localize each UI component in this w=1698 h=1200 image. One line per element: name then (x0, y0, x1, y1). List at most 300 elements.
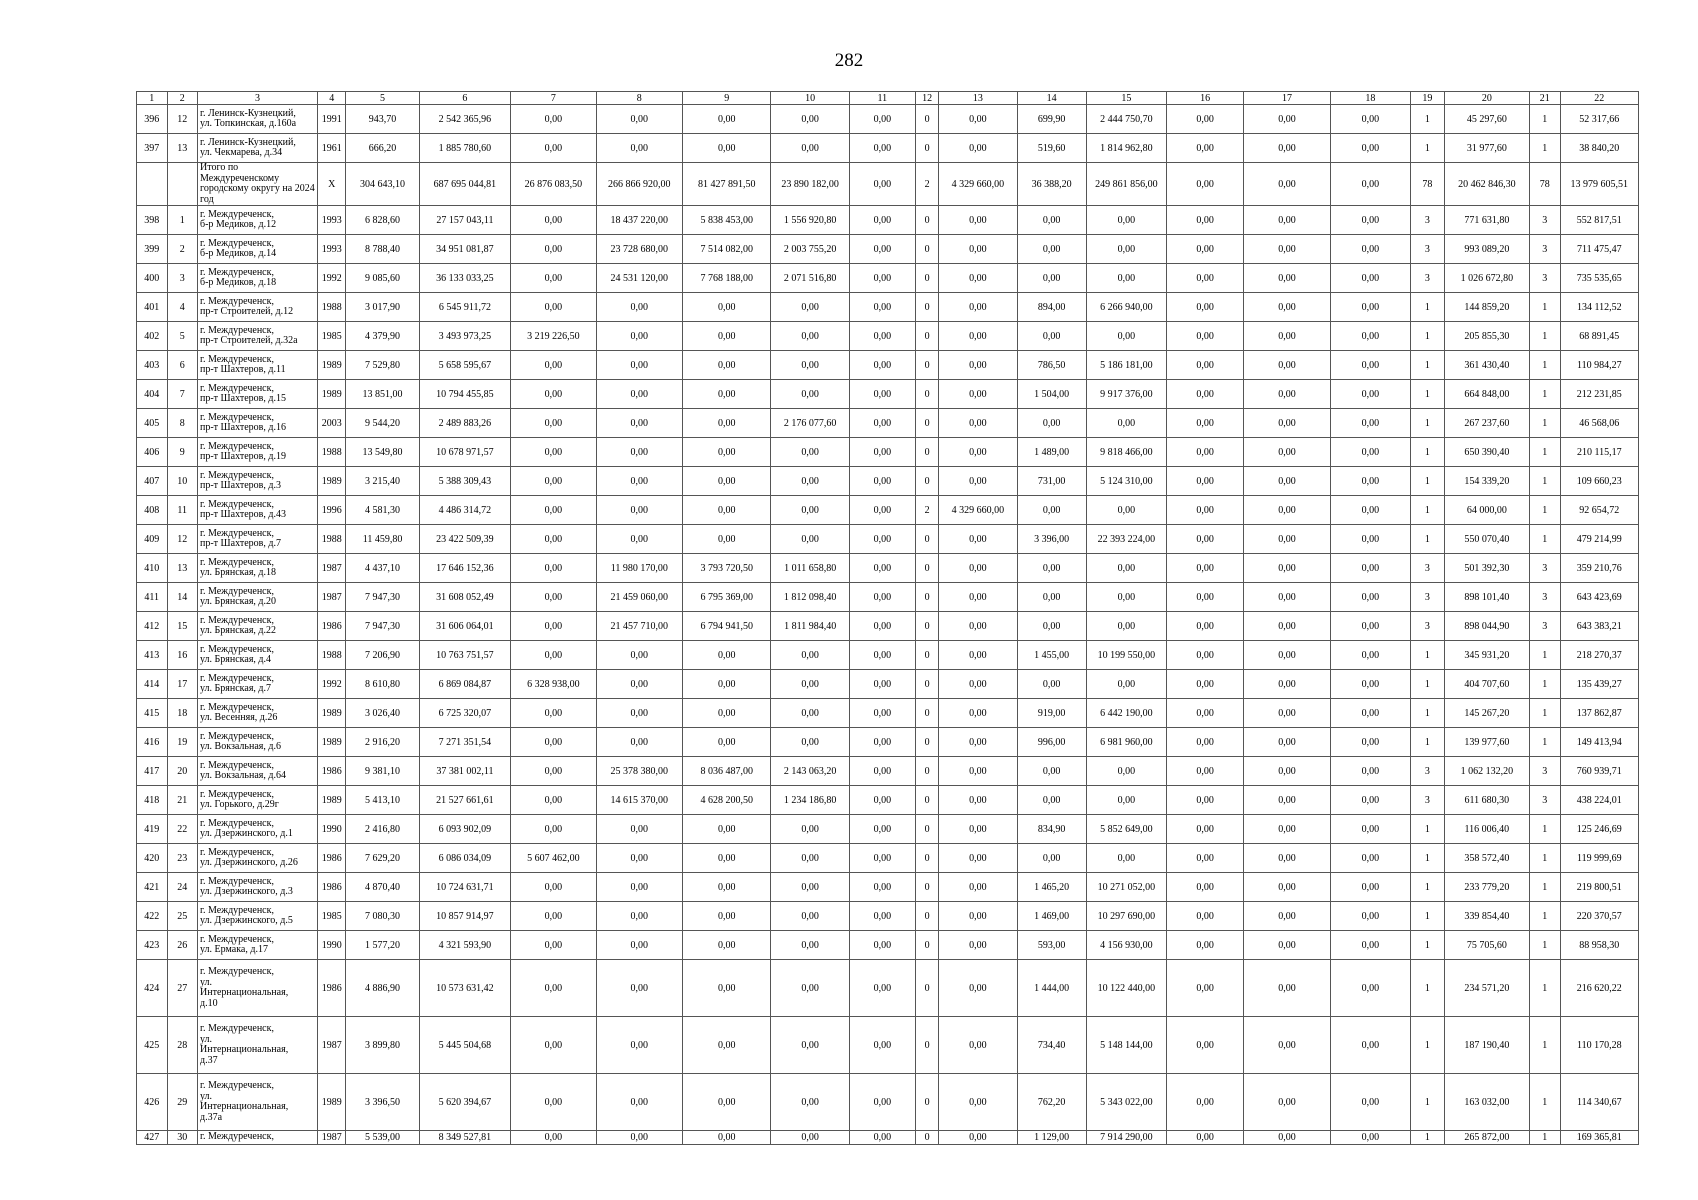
value-cell: 4 886,90 (346, 960, 419, 1017)
address-cell (198, 409, 318, 438)
value-cell: 898 101,40 (1444, 583, 1529, 612)
value-cell: 1 (1530, 1017, 1561, 1074)
value-cell: 0,00 (849, 786, 915, 815)
value-cell: 0,00 (1244, 844, 1330, 873)
value-cell: 0,00 (849, 351, 915, 380)
value-cell: 0,00 (1330, 134, 1410, 163)
value-cell: 6 545 911,72 (419, 293, 511, 322)
value-cell: 75 705,60 (1444, 931, 1529, 960)
value-cell: 21 527 661,61 (419, 786, 511, 815)
value-cell: 4 628 200,50 (683, 786, 771, 815)
value-cell: 519,60 (1017, 134, 1086, 163)
table-row (137, 134, 1639, 163)
value-cell: 0,00 (1330, 380, 1410, 409)
value-cell: 1 (1530, 873, 1561, 902)
address-line: г. Междуреченск, (200, 382, 274, 394)
address-cell (198, 163, 318, 206)
address-line: г. Междуреченск, (200, 556, 274, 568)
value-cell: 9 381,10 (346, 757, 419, 786)
value-cell: 0,00 (849, 105, 915, 134)
value-cell: 0,00 (1330, 554, 1410, 583)
value-cell: 2 071 516,80 (771, 264, 849, 293)
value-cell: 339 854,40 (1444, 902, 1529, 931)
value-cell: 0,00 (849, 264, 915, 293)
value-cell: 234 571,20 (1444, 960, 1529, 1017)
value-cell: 216 620,22 (1560, 960, 1638, 1017)
value-cell: 0,00 (849, 1017, 915, 1074)
address-cell (198, 728, 318, 757)
value-cell: 0 (915, 931, 938, 960)
address-line: городскому округу на 2024 (200, 183, 315, 194)
value-cell: 0,00 (939, 902, 1017, 931)
address-line: ул. Весенняя, д.26 (200, 712, 278, 723)
value-cell: 0,00 (1244, 931, 1330, 960)
value-cell: 1 811 984,40 (771, 612, 849, 641)
value-cell: 0,00 (939, 815, 1017, 844)
year-cell: 1985 (317, 322, 345, 351)
value-cell: 0,00 (1244, 902, 1330, 931)
value-cell: 501 392,30 (1444, 554, 1529, 583)
year-cell: 1989 (317, 1074, 345, 1131)
value-cell: 0,00 (511, 351, 596, 380)
value-cell: 0,00 (939, 235, 1017, 264)
value-cell: 1 (1530, 380, 1561, 409)
value-cell: 0,00 (511, 612, 596, 641)
value-cell: 0,00 (683, 815, 771, 844)
column-header: 13 (939, 92, 1017, 105)
row-number-cell: 396 (137, 105, 168, 134)
row-number-cell: 410 (137, 554, 168, 583)
value-cell: 1 (1411, 496, 1445, 525)
value-cell: 0,00 (511, 438, 596, 467)
value-cell: 894,00 (1017, 293, 1086, 322)
value-cell: 0,00 (1330, 105, 1410, 134)
year-cell: 1988 (317, 438, 345, 467)
address-line: ул. Вокзальная, д.64 (200, 770, 286, 781)
address-line: г. Междуреченск, (200, 904, 274, 916)
table-row (137, 554, 1639, 583)
value-cell: 0,00 (1244, 264, 1330, 293)
value-cell: 0,00 (1330, 873, 1410, 902)
value-cell: 1 (1411, 322, 1445, 351)
value-cell: 7 629,20 (346, 844, 419, 873)
value-cell: 3 (1530, 264, 1561, 293)
row-number-cell: 416 (137, 728, 168, 757)
value-cell: 1 556 920,80 (771, 206, 849, 235)
value-cell: 0 (915, 206, 938, 235)
value-cell: 7 080,30 (346, 902, 419, 931)
value-cell: 10 724 631,71 (419, 873, 511, 902)
table-row (137, 931, 1639, 960)
address-cell (198, 583, 318, 612)
value-cell: 0,00 (1167, 134, 1244, 163)
value-cell: 0 (915, 351, 938, 380)
value-cell: 687 695 044,81 (419, 163, 511, 206)
value-cell: 1 (1411, 931, 1445, 960)
value-cell: 0,00 (1330, 206, 1410, 235)
value-cell: 92 654,72 (1560, 496, 1638, 525)
value-cell: 0,00 (1167, 931, 1244, 960)
value-cell: 0,00 (1244, 134, 1330, 163)
value-cell: 0,00 (939, 1131, 1017, 1145)
value-cell: 3 (1411, 757, 1445, 786)
value-cell: 0,00 (683, 293, 771, 322)
address-cell (198, 380, 318, 409)
value-cell: 7 768 188,00 (683, 264, 771, 293)
value-cell: 0 (915, 641, 938, 670)
value-cell: 0,00 (939, 322, 1017, 351)
row-number-cell: 423 (137, 931, 168, 960)
value-cell: 6 093 902,09 (419, 815, 511, 844)
value-cell: 0,00 (511, 206, 596, 235)
value-cell: 9 818 466,00 (1086, 438, 1166, 467)
row-number-cell: 398 (137, 206, 168, 235)
value-cell: 0,00 (939, 583, 1017, 612)
value-cell: 0,00 (939, 134, 1017, 163)
value-cell: 0,00 (939, 467, 1017, 496)
address-line: ул. Горького, д.29г (200, 799, 279, 810)
value-cell: 0,00 (511, 641, 596, 670)
value-cell: 734,40 (1017, 1017, 1086, 1074)
value-cell: 0,00 (1244, 612, 1330, 641)
value-cell: 760 939,71 (1560, 757, 1638, 786)
value-cell: 114 340,67 (1560, 1074, 1638, 1131)
year-cell: 1961 (317, 134, 345, 163)
value-cell: 0,00 (1244, 757, 1330, 786)
value-cell: 0,00 (1167, 525, 1244, 554)
address-cell (198, 1017, 318, 1074)
row-number-cell: 417 (137, 757, 168, 786)
value-cell: 0,00 (683, 641, 771, 670)
address-cell (198, 815, 318, 844)
value-cell: 3 396,50 (346, 1074, 419, 1131)
column-header: 15 (1086, 92, 1166, 105)
value-cell: 919,00 (1017, 699, 1086, 728)
address-line: г. Междуреченск, (200, 643, 274, 655)
value-cell: 13 549,80 (346, 438, 419, 467)
column-header: 20 (1444, 92, 1529, 105)
address-line: г. Междуреченск, (200, 440, 274, 452)
value-cell: 0,00 (1244, 206, 1330, 235)
address-line: пр-т Строителей, д.12 (200, 306, 294, 317)
year-cell: 1989 (317, 380, 345, 409)
value-cell: 0 (915, 612, 938, 641)
value-cell: 0,00 (1167, 670, 1244, 699)
column-header: 19 (1411, 92, 1445, 105)
table-row (137, 670, 1639, 699)
value-cell: 1 (1530, 496, 1561, 525)
value-cell: 0,00 (939, 931, 1017, 960)
value-cell: 1 444,00 (1017, 960, 1086, 1017)
value-cell: 0,00 (849, 757, 915, 786)
value-cell: 5 445 504,68 (419, 1017, 511, 1074)
value-cell: 20 462 846,30 (1444, 163, 1529, 206)
value-cell: 438 224,01 (1560, 786, 1638, 815)
column-header: 3 (198, 92, 318, 105)
value-cell: 37 381 002,11 (419, 757, 511, 786)
value-cell: 2 542 365,96 (419, 105, 511, 134)
column-header: 18 (1330, 92, 1410, 105)
value-cell: 1 129,00 (1017, 1131, 1086, 1145)
table-body (137, 105, 1639, 1145)
value-cell: 0 (915, 583, 938, 612)
value-cell: 0,00 (1167, 757, 1244, 786)
value-cell: 771 631,80 (1444, 206, 1529, 235)
value-cell: 1 (1530, 670, 1561, 699)
address-cell (198, 206, 318, 235)
value-cell: 0,00 (849, 1131, 915, 1145)
value-cell: 0,00 (1330, 786, 1410, 815)
address-line: Интернациональная, (200, 1101, 289, 1112)
value-cell: 0,00 (849, 728, 915, 757)
value-cell: 0,00 (1167, 902, 1244, 931)
value-cell: 0,00 (683, 670, 771, 699)
value-cell: 0,00 (939, 554, 1017, 583)
value-cell: 1 (1411, 873, 1445, 902)
value-cell: 0,00 (1330, 960, 1410, 1017)
value-cell: 7 529,80 (346, 351, 419, 380)
value-cell: 0,00 (596, 438, 682, 467)
address-line: ул. (200, 1033, 213, 1045)
sub-number-cell: 6 (167, 351, 198, 380)
year-cell: 1988 (317, 293, 345, 322)
value-cell: 1 (1411, 1074, 1445, 1131)
value-cell: 23 890 182,00 (771, 163, 849, 206)
table-row (137, 380, 1639, 409)
value-cell: 31 977,60 (1444, 134, 1529, 163)
value-cell: 0,00 (849, 409, 915, 438)
sub-number-cell: 2 (167, 235, 198, 264)
value-cell: 5 186 181,00 (1086, 351, 1166, 380)
value-cell: 1 (1411, 902, 1445, 931)
value-cell: 834,90 (1017, 815, 1086, 844)
sub-number-cell: 12 (167, 105, 198, 134)
value-cell: 0,00 (939, 105, 1017, 134)
table-row (137, 322, 1639, 351)
value-cell: 0,00 (1017, 757, 1086, 786)
row-number-cell: 404 (137, 380, 168, 409)
column-header: 7 (511, 92, 596, 105)
sub-number-cell: 21 (167, 786, 198, 815)
value-cell: 7 914 290,00 (1086, 1131, 1166, 1145)
year-cell: 1986 (317, 873, 345, 902)
value-cell: 0,00 (1167, 496, 1244, 525)
sub-number-cell: 9 (167, 438, 198, 467)
value-cell: 26 876 083,50 (511, 163, 596, 206)
address-cell (198, 844, 318, 873)
value-cell: 0 (915, 105, 938, 134)
value-cell: 0 (915, 902, 938, 931)
value-cell: 0,00 (771, 293, 849, 322)
sub-number-cell: 28 (167, 1017, 198, 1074)
table-row (137, 409, 1639, 438)
value-cell: 0,00 (511, 235, 596, 264)
value-cell: 0,00 (939, 525, 1017, 554)
value-cell: 1 026 672,80 (1444, 264, 1529, 293)
value-cell: 0,00 (511, 554, 596, 583)
value-cell: 0,00 (939, 786, 1017, 815)
table-row (137, 1017, 1639, 1074)
value-cell: 1 504,00 (1017, 380, 1086, 409)
value-cell: 0,00 (771, 815, 849, 844)
value-cell: 666,20 (346, 134, 419, 163)
sub-number-cell: 29 (167, 1074, 198, 1131)
value-cell: 5 852 649,00 (1086, 815, 1166, 844)
value-cell: 0,00 (683, 496, 771, 525)
address-cell (198, 438, 318, 467)
value-cell: 0,00 (1167, 844, 1244, 873)
address-line: г. Междуреченск, (200, 1080, 274, 1091)
sub-number-cell: 24 (167, 873, 198, 902)
address-line: ул. Дзержинского, д.5 (200, 915, 293, 926)
value-cell: 0,00 (939, 728, 1017, 757)
address-line: г. Междуреченск, (200, 1023, 274, 1034)
table-row (137, 844, 1639, 873)
value-cell: 0,00 (1330, 612, 1410, 641)
sub-number-cell: 25 (167, 902, 198, 931)
sub-number-cell: 22 (167, 815, 198, 844)
value-cell: 0,00 (1086, 757, 1166, 786)
address-cell (198, 525, 318, 554)
value-cell: 0,00 (1330, 264, 1410, 293)
value-cell: 0,00 (511, 960, 596, 1017)
year-cell: 1986 (317, 960, 345, 1017)
value-cell: 0 (915, 235, 938, 264)
value-cell: 31 606 064,01 (419, 612, 511, 641)
value-cell: 0 (915, 438, 938, 467)
value-cell: 0,00 (511, 699, 596, 728)
value-cell: 0,00 (596, 873, 682, 902)
sub-number-cell: 10 (167, 467, 198, 496)
value-cell: 0,00 (1330, 322, 1410, 351)
value-cell: 0,00 (771, 525, 849, 554)
value-cell: 4 437,10 (346, 554, 419, 583)
value-cell: 0,00 (771, 931, 849, 960)
value-cell: 1 (1411, 105, 1445, 134)
value-cell: 2 003 755,20 (771, 235, 849, 264)
value-cell: 0,00 (1167, 1017, 1244, 1074)
sub-number-cell: 13 (167, 134, 198, 163)
value-cell: 265 872,00 (1444, 1131, 1529, 1145)
value-cell: 0,00 (1086, 554, 1166, 583)
address-cell (198, 467, 318, 496)
value-cell: 0,00 (849, 163, 915, 206)
value-cell: 3 (1530, 583, 1561, 612)
value-cell: 1 (1411, 134, 1445, 163)
value-cell: 0 (915, 728, 938, 757)
address-line: пр-т Шахтеров, д.16 (200, 422, 286, 433)
value-cell: 110 984,27 (1560, 351, 1638, 380)
value-cell: 0 (915, 815, 938, 844)
value-cell: 0,00 (511, 496, 596, 525)
value-cell: 1 (1530, 1074, 1561, 1131)
year-cell: 1989 (317, 351, 345, 380)
address-line: пр-т Шахтеров, д.15 (200, 393, 286, 404)
value-cell: 2 (915, 496, 938, 525)
value-cell: 0,00 (771, 728, 849, 757)
table-row (137, 206, 1639, 235)
table-row (137, 525, 1639, 554)
value-cell: 5 124 310,00 (1086, 467, 1166, 496)
value-cell: 0,00 (683, 1017, 771, 1074)
column-header: 11 (849, 92, 915, 105)
address-line: г. Междуреченск, (200, 875, 274, 887)
address-line: ул. (200, 976, 213, 988)
table-row (137, 467, 1639, 496)
value-cell: 0,00 (939, 351, 1017, 380)
value-cell: 1 (1411, 409, 1445, 438)
value-cell: 0,00 (1330, 728, 1410, 757)
column-header: 22 (1560, 92, 1638, 105)
value-cell: 359 210,76 (1560, 554, 1638, 583)
value-cell: 731,00 (1017, 467, 1086, 496)
value-cell: 0,00 (1244, 641, 1330, 670)
value-cell: 0,00 (771, 351, 849, 380)
value-cell: 0,00 (849, 641, 915, 670)
value-cell: 0,00 (1086, 670, 1166, 699)
year-cell: 1987 (317, 554, 345, 583)
value-cell: 187 190,40 (1444, 1017, 1529, 1074)
value-cell: 0,00 (1244, 105, 1330, 134)
year-cell: 1987 (317, 1017, 345, 1074)
value-cell: 64 000,00 (1444, 496, 1529, 525)
value-cell: 3 215,40 (346, 467, 419, 496)
value-cell: 0,00 (683, 134, 771, 163)
value-cell: 0,00 (771, 134, 849, 163)
row-number-cell: 426 (137, 1074, 168, 1131)
value-cell: 6 266 940,00 (1086, 293, 1166, 322)
value-cell: 1 (1530, 134, 1561, 163)
value-cell: 0,00 (1330, 931, 1410, 960)
value-cell: 149 413,94 (1560, 728, 1638, 757)
value-cell: 38 840,20 (1560, 134, 1638, 163)
value-cell: 137 862,87 (1560, 699, 1638, 728)
address-line: г. Ленинск-Кузнецкий, (200, 107, 296, 119)
value-cell: 1 (1530, 641, 1561, 670)
address-line: г. Междуреченск, (200, 527, 274, 539)
value-cell: 0,00 (1017, 206, 1086, 235)
value-cell: 735 535,65 (1560, 264, 1638, 293)
value-cell: 68 891,45 (1560, 322, 1638, 351)
address-line: г. Междуреченск, (200, 846, 274, 858)
value-cell: 0,00 (939, 757, 1017, 786)
row-number-cell: 425 (137, 1017, 168, 1074)
sub-number-cell: 11 (167, 496, 198, 525)
value-cell: 0,00 (771, 699, 849, 728)
value-cell: 0,00 (849, 583, 915, 612)
address-cell (198, 699, 318, 728)
table-row (137, 873, 1639, 902)
address-cell (198, 670, 318, 699)
address-line: г. Междуреченск, (200, 730, 274, 742)
address-cell (198, 641, 318, 670)
value-cell: 0,00 (596, 322, 682, 351)
value-cell: 3 219 226,50 (511, 322, 596, 351)
row-number-cell: 415 (137, 699, 168, 728)
value-cell: 3 (1530, 235, 1561, 264)
value-cell: 0,00 (1244, 438, 1330, 467)
value-cell: 5 343 022,00 (1086, 1074, 1166, 1131)
value-cell: 0,00 (1167, 786, 1244, 815)
value-cell: 0,00 (1330, 293, 1410, 322)
value-cell: 0 (915, 873, 938, 902)
value-cell: 1 (1530, 322, 1561, 351)
address-cell (198, 873, 318, 902)
value-cell: 0,00 (939, 293, 1017, 322)
value-cell: 0 (915, 554, 938, 583)
value-cell: 643 383,21 (1560, 612, 1638, 641)
value-cell: 1 (1530, 438, 1561, 467)
